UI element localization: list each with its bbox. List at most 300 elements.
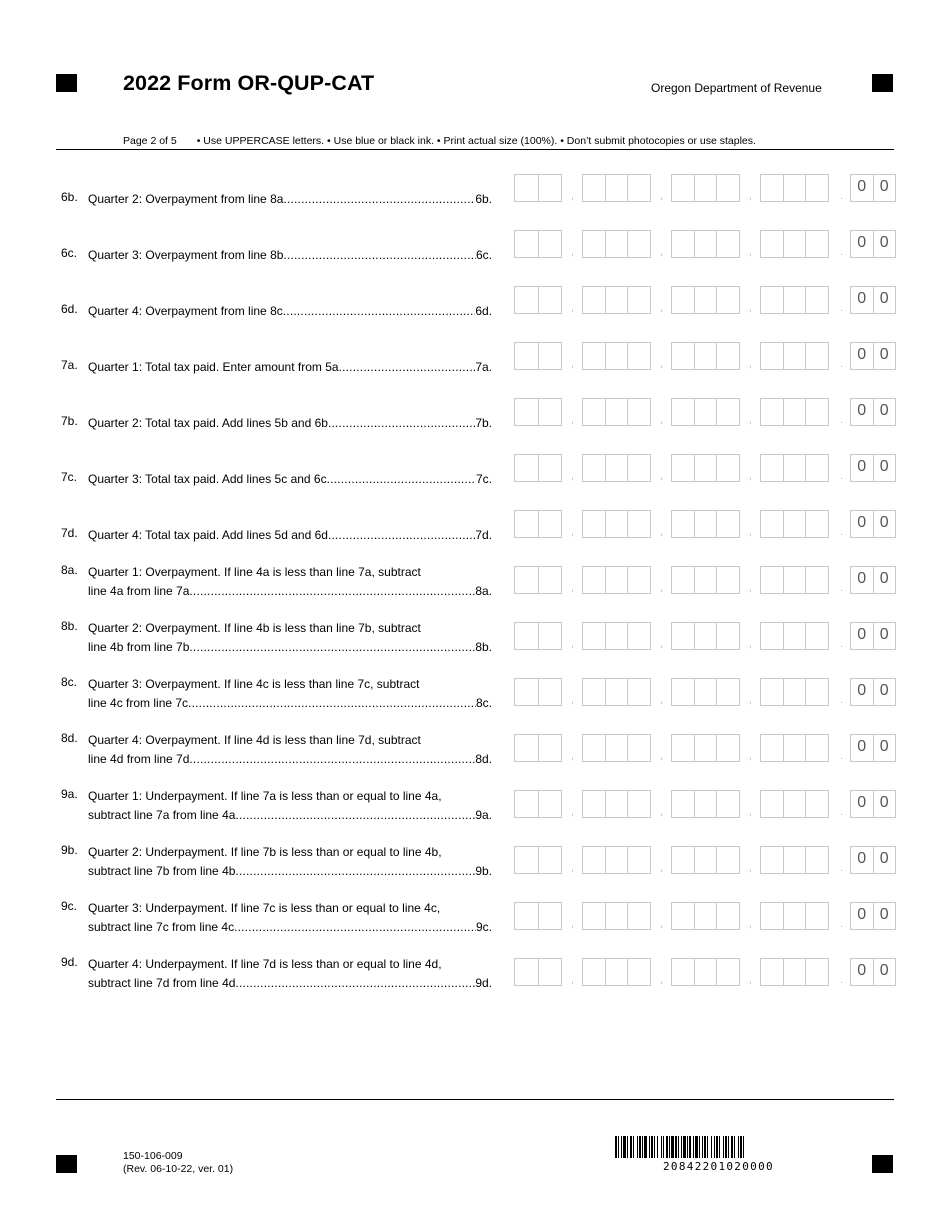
line-reference: 9d.: [475, 976, 492, 990]
digit-cell[interactable]: [672, 735, 695, 761]
page-number: Page 2 of 5: [123, 135, 177, 147]
digit-cell[interactable]: [761, 791, 784, 817]
digit-cell[interactable]: [761, 735, 784, 761]
digit-cell[interactable]: [539, 399, 562, 425]
line-text: Quarter 1: Overpayment. If line 4a is less than line 7a, subtract: [88, 565, 421, 579]
digit-cell[interactable]: [515, 455, 539, 481]
line-text: line 4b from line 7b: [88, 640, 190, 654]
thousands-separator: ,: [571, 694, 575, 706]
digit-cell[interactable]: [695, 287, 718, 313]
digit-cell[interactable]: [761, 231, 784, 257]
form-line-row: [0, 510, 950, 566]
cents-digit: 0: [851, 959, 874, 985]
digit-cell[interactable]: [583, 287, 606, 313]
amount-digit-group-4[interactable]: [760, 342, 829, 370]
digit-cell[interactable]: [628, 343, 650, 369]
amount-digit-group-1[interactable]: [514, 230, 562, 258]
amount-digit-group-4[interactable]: [760, 734, 829, 762]
digit-cell[interactable]: [806, 511, 828, 537]
digit-cell[interactable]: [717, 231, 739, 257]
thousands-separator: ,: [660, 190, 664, 202]
amount-digit-group-1[interactable]: [514, 678, 562, 706]
digit-cell[interactable]: [628, 903, 650, 929]
digit-cell[interactable]: [672, 567, 695, 593]
digit-cell[interactable]: [515, 623, 539, 649]
cents-digit: 0: [879, 458, 889, 475]
digit-cell[interactable]: [717, 623, 739, 649]
dot-leader: [283, 246, 476, 265]
digit-cell[interactable]: [628, 287, 650, 313]
digit-cell[interactable]: [606, 623, 629, 649]
amount-digit-group-1[interactable]: [514, 510, 562, 538]
barcode-bar: [633, 1136, 634, 1158]
digit-cell[interactable]: [806, 959, 828, 985]
digit-cell[interactable]: [515, 735, 539, 761]
line-description: [88, 358, 492, 377]
amount-digit-group-3[interactable]: [671, 958, 740, 986]
digit-cell[interactable]: [695, 679, 718, 705]
line-description-leader: [88, 526, 492, 545]
digit-cell[interactable]: [606, 175, 629, 201]
digit-cell[interactable]: [672, 959, 695, 985]
digit-cell[interactable]: [672, 847, 695, 873]
amount-digit-group-1[interactable]: [514, 342, 562, 370]
amount-digit-group-2[interactable]: [582, 510, 651, 538]
digit-cell[interactable]: [695, 791, 718, 817]
digit-cell[interactable]: [606, 511, 629, 537]
amount-digit-group-2[interactable]: [582, 790, 651, 818]
thousands-separator: ,: [571, 190, 575, 202]
barcode-bar: [738, 1136, 739, 1158]
cents-digit: 0: [879, 570, 889, 587]
digit-cell[interactable]: [606, 567, 629, 593]
digit-cell[interactable]: [515, 511, 539, 537]
digit-cell[interactable]: [784, 959, 807, 985]
digit-cell[interactable]: [806, 455, 828, 481]
digit-cell[interactable]: [628, 847, 650, 873]
digit-cell[interactable]: [583, 175, 606, 201]
digit-cell[interactable]: [539, 959, 562, 985]
digit-cell[interactable]: [606, 679, 629, 705]
amount-digit-group-2[interactable]: [582, 678, 651, 706]
line-number: 6c.: [61, 246, 78, 260]
digit-cell[interactable]: [515, 847, 539, 873]
digit-cell[interactable]: [606, 231, 629, 257]
amount-digit-group-1[interactable]: [514, 622, 562, 650]
thousands-separator: ,: [571, 582, 575, 594]
line-number: 7d.: [61, 526, 78, 540]
amount-digit-group-1[interactable]: [514, 174, 562, 202]
amount-digit-group-4[interactable]: [760, 622, 829, 650]
digit-cell[interactable]: [717, 287, 739, 313]
line-description: [88, 787, 492, 825]
digit-cell[interactable]: [539, 679, 562, 705]
digit-cell[interactable]: [717, 175, 739, 201]
amount-digit-group-4[interactable]: [760, 678, 829, 706]
digit-cell[interactable]: [539, 847, 562, 873]
digit-cell[interactable]: [806, 287, 828, 313]
barcode-bar: [618, 1136, 619, 1158]
digit-cell[interactable]: [761, 847, 784, 873]
digit-cell[interactable]: [695, 175, 718, 201]
form-title: 2022 Form OR-QUP-CAT: [123, 71, 375, 95]
line-text: Quarter 4: Underpayment. If line 7d is less than or equal to line 4d,: [88, 957, 442, 971]
line-reference: 6d.: [475, 304, 492, 318]
amount-digit-group-4[interactable]: [760, 790, 829, 818]
digit-cell[interactable]: [515, 903, 539, 929]
digit-cell[interactable]: [695, 455, 718, 481]
digit-cell[interactable]: [515, 175, 539, 201]
line-number: 7c.: [61, 470, 78, 484]
amount-digit-group-3[interactable]: [671, 902, 740, 930]
digit-cell[interactable]: [539, 567, 562, 593]
digit-cell[interactable]: [784, 567, 807, 593]
digit-cell[interactable]: [806, 175, 828, 201]
digit-cell[interactable]: [806, 231, 828, 257]
amount-digit-group-3[interactable]: [671, 398, 740, 426]
digit-cell[interactable]: [717, 511, 739, 537]
digit-cell[interactable]: [539, 735, 562, 761]
digit-cell[interactable]: [539, 623, 562, 649]
digit-cell[interactable]: [806, 679, 828, 705]
cents-digit: 0: [879, 682, 889, 699]
cents-digit: 0: [851, 567, 874, 593]
digit-cell[interactable]: [672, 343, 695, 369]
digit-cell[interactable]: [628, 511, 650, 537]
amount-digit-group-4[interactable]: [760, 958, 829, 986]
amount-digit-group-3[interactable]: [671, 734, 740, 762]
digit-cell[interactable]: [583, 847, 606, 873]
digit-cell[interactable]: [583, 399, 606, 425]
digit-cell[interactable]: [672, 679, 695, 705]
amount-digit-group-4[interactable]: [760, 846, 829, 874]
digit-cell[interactable]: [628, 175, 650, 201]
amount-digit-group-1[interactable]: [514, 286, 562, 314]
digit-cell[interactable]: [672, 455, 695, 481]
digit-cell[interactable]: [784, 455, 807, 481]
line-description-leader: [88, 806, 492, 825]
cents-digit: 0: [851, 399, 874, 425]
digit-cell[interactable]: [606, 791, 629, 817]
digit-cell[interactable]: [806, 791, 828, 817]
amount-digit-group-3[interactable]: [671, 286, 740, 314]
amount-digit-group-3[interactable]: [671, 846, 740, 874]
digit-cell[interactable]: [717, 735, 739, 761]
dot-leader: [283, 302, 476, 321]
digit-cell[interactable]: [695, 399, 718, 425]
digit-cell[interactable]: [806, 903, 828, 929]
amount-digit-group-3[interactable]: [671, 566, 740, 594]
digit-cell[interactable]: [761, 399, 784, 425]
amount-digit-group-1[interactable]: [514, 790, 562, 818]
amount-digit-group-3[interactable]: [671, 230, 740, 258]
digit-cell[interactable]: [717, 903, 739, 929]
digit-cell[interactable]: [784, 791, 807, 817]
digit-cell[interactable]: [539, 231, 562, 257]
digit-cell[interactable]: [695, 567, 718, 593]
digit-cell[interactable]: [784, 343, 807, 369]
cents-digit: 0: [851, 511, 874, 537]
thousands-separator: ,: [749, 862, 753, 874]
amount-digit-group-2[interactable]: [582, 454, 651, 482]
digit-cell[interactable]: [672, 623, 695, 649]
digit-cell[interactable]: [539, 175, 562, 201]
amount-digit-group-2[interactable]: [582, 566, 651, 594]
amount-digit-group-2[interactable]: [582, 230, 651, 258]
digit-cell[interactable]: [695, 903, 718, 929]
digit-cell[interactable]: [515, 231, 539, 257]
cents-digit: 0: [851, 287, 874, 313]
decimal-separator: .: [840, 806, 844, 818]
amount-digit-group-1[interactable]: [514, 846, 562, 874]
amount-digit-group-3[interactable]: [671, 790, 740, 818]
digit-cell[interactable]: [515, 287, 539, 313]
decimal-separator: .: [840, 302, 844, 314]
digit-cell[interactable]: [628, 735, 650, 761]
digit-cell[interactable]: [672, 287, 695, 313]
digit-cell[interactable]: [628, 623, 650, 649]
line-text: subtract line 7b from line 4b: [88, 864, 236, 878]
form-line-row: [0, 174, 950, 230]
digit-cell[interactable]: [515, 399, 539, 425]
line-description-leader: [88, 638, 492, 657]
digit-cell[interactable]: [695, 231, 718, 257]
digit-cell[interactable]: [628, 455, 650, 481]
amount-digit-group-2[interactable]: [582, 734, 651, 762]
digit-cell[interactable]: [583, 903, 606, 929]
digit-cell[interactable]: [606, 455, 629, 481]
digit-cell[interactable]: [628, 231, 650, 257]
barcode-bar: [695, 1136, 698, 1158]
digit-cell[interactable]: [761, 959, 784, 985]
amount-digit-group-2[interactable]: [582, 342, 651, 370]
digit-cell[interactable]: [717, 343, 739, 369]
digit-cell[interactable]: [515, 567, 539, 593]
digit-cell[interactable]: [672, 903, 695, 929]
digit-cell[interactable]: [515, 791, 539, 817]
digit-cell[interactable]: [717, 567, 739, 593]
amount-digit-group-4[interactable]: [760, 398, 829, 426]
cents-digit: 0: [879, 738, 889, 755]
digit-cell[interactable]: [784, 231, 807, 257]
digit-cell[interactable]: [806, 847, 828, 873]
barcode-bar: [663, 1136, 664, 1158]
digit-cell[interactable]: [515, 343, 539, 369]
digit-cell[interactable]: [761, 455, 784, 481]
digit-cell[interactable]: [628, 959, 650, 985]
digit-cell[interactable]: [806, 399, 828, 425]
digit-cell[interactable]: [784, 679, 807, 705]
amount-digit-group-1[interactable]: [514, 902, 562, 930]
barcode-bar: [642, 1136, 643, 1158]
amount-digit-group-4[interactable]: [760, 510, 829, 538]
digit-cell[interactable]: [717, 455, 739, 481]
digit-cell[interactable]: [695, 511, 718, 537]
digit-cell[interactable]: [606, 399, 629, 425]
digit-cell[interactable]: [695, 343, 718, 369]
amount-digit-group-1[interactable]: [514, 398, 562, 426]
amount-digit-group-4[interactable]: [760, 902, 829, 930]
digit-cell[interactable]: [784, 735, 807, 761]
amount-digit-group-3[interactable]: [671, 342, 740, 370]
digit-cell[interactable]: [717, 847, 739, 873]
cents-digit: 0: [851, 791, 874, 817]
digit-cell[interactable]: [539, 455, 562, 481]
footer-rule: [56, 1099, 894, 1100]
form-line-row: [0, 731, 950, 790]
line-description: [88, 843, 492, 881]
digit-cell[interactable]: [761, 679, 784, 705]
decimal-separator: .: [840, 862, 844, 874]
digit-cell[interactable]: [672, 791, 695, 817]
amount-digit-group-1[interactable]: [514, 958, 562, 986]
digit-cell[interactable]: [717, 959, 739, 985]
amount-digit-group-3[interactable]: [671, 678, 740, 706]
cents-digit: 0: [879, 906, 889, 923]
thousands-separator: ,: [571, 638, 575, 650]
digit-cell[interactable]: [539, 903, 562, 929]
digit-cell[interactable]: [717, 399, 739, 425]
digit-cell[interactable]: [806, 343, 828, 369]
dot-leader: [327, 470, 476, 489]
line-description: [88, 563, 492, 601]
digit-cell[interactable]: [806, 735, 828, 761]
agency-name: Oregon Department of Revenue: [651, 81, 822, 95]
digit-cell[interactable]: [695, 623, 718, 649]
digit-cell[interactable]: [539, 287, 562, 313]
digit-cell[interactable]: [717, 791, 739, 817]
digit-cell[interactable]: [695, 735, 718, 761]
digit-cell[interactable]: [606, 959, 629, 985]
digit-cell[interactable]: [672, 231, 695, 257]
amount-digit-group-1[interactable]: [514, 454, 562, 482]
line-number: 7b.: [61, 414, 78, 428]
digit-cell[interactable]: [515, 959, 539, 985]
digit-cell[interactable]: [784, 175, 807, 201]
digit-cell[interactable]: [761, 623, 784, 649]
amount-digit-group-2[interactable]: [582, 622, 651, 650]
digit-cell[interactable]: [761, 511, 784, 537]
digit-cell[interactable]: [583, 343, 606, 369]
digit-cell[interactable]: [784, 903, 807, 929]
digit-cell[interactable]: [672, 175, 695, 201]
digit-cell[interactable]: [539, 791, 562, 817]
cents-digit: 0: [879, 178, 889, 195]
digit-cell[interactable]: [628, 399, 650, 425]
digit-cell[interactable]: [583, 623, 606, 649]
digit-cell[interactable]: [784, 847, 807, 873]
form-line-row: [0, 955, 950, 1014]
amount-digit-group-3[interactable]: [671, 174, 740, 202]
digit-cell[interactable]: [672, 511, 695, 537]
amount-digit-group-4[interactable]: [760, 230, 829, 258]
amount-digit-group-2[interactable]: [582, 958, 651, 986]
dot-leader: [283, 190, 475, 209]
digit-cell[interactable]: [672, 399, 695, 425]
amount-digit-group-3[interactable]: [671, 510, 740, 538]
digit-cell[interactable]: [717, 679, 739, 705]
cents-digit: 0: [851, 231, 874, 257]
amount-digit-group-4[interactable]: [760, 566, 829, 594]
digit-cell[interactable]: [583, 455, 606, 481]
digit-cell[interactable]: [606, 903, 629, 929]
thousands-separator: ,: [571, 974, 575, 986]
digit-cell[interactable]: [539, 343, 562, 369]
amount-digit-group-2[interactable]: [582, 174, 651, 202]
digit-cell[interactable]: [806, 567, 828, 593]
digit-cell[interactable]: [628, 791, 650, 817]
amount-digit-group-2[interactable]: [582, 846, 651, 874]
digit-cell[interactable]: [606, 847, 629, 873]
digit-cell[interactable]: [628, 679, 650, 705]
amount-digit-group-3[interactable]: [671, 454, 740, 482]
registration-mark-top-left: [56, 74, 77, 92]
form-line-row: [0, 342, 950, 398]
thousands-separator: ,: [660, 582, 664, 594]
barcode-bar: [669, 1136, 670, 1158]
digit-cell[interactable]: [761, 343, 784, 369]
digit-cell[interactable]: [628, 567, 650, 593]
cents-digit: 0: [851, 175, 874, 201]
amount-digit-group-1[interactable]: [514, 734, 562, 762]
digit-cell[interactable]: [583, 231, 606, 257]
line-reference: 7c.: [475, 472, 492, 486]
line-reference: 8c.: [475, 696, 492, 710]
digit-cell[interactable]: [583, 679, 606, 705]
digit-cell[interactable]: [606, 287, 629, 313]
digit-cell[interactable]: [695, 847, 718, 873]
digit-cell[interactable]: [761, 903, 784, 929]
line-description: [88, 731, 492, 769]
line-text: Quarter 2: Total tax paid. Add lines 5b and 6b: [88, 416, 328, 430]
line-text: Quarter 3: Underpayment. If line 7c is less than or equal to line 4c,: [88, 901, 441, 915]
digit-cell[interactable]: [583, 567, 606, 593]
amount-digit-group-2[interactable]: [582, 286, 651, 314]
amount-digit-group-3[interactable]: [671, 622, 740, 650]
digit-cell[interactable]: [539, 511, 562, 537]
barcode-bar: [637, 1136, 638, 1158]
digit-cell[interactable]: [761, 175, 784, 201]
amount-digit-group-4[interactable]: [760, 174, 829, 202]
digit-cell[interactable]: [695, 959, 718, 985]
digit-cell[interactable]: [761, 287, 784, 313]
cents-box: [850, 454, 896, 482]
barcode-bar: [731, 1136, 733, 1158]
digit-cell[interactable]: [583, 959, 606, 985]
thousands-separator: ,: [660, 638, 664, 650]
amount-digit-group-1[interactable]: [514, 566, 562, 594]
digit-cell[interactable]: [784, 287, 807, 313]
digit-cell[interactable]: [606, 735, 629, 761]
digit-cell[interactable]: [583, 791, 606, 817]
line-reference: 8d.: [475, 752, 492, 766]
digit-cell[interactable]: [583, 511, 606, 537]
amount-digit-group-4[interactable]: [760, 454, 829, 482]
digit-cell[interactable]: [784, 623, 807, 649]
digit-cell[interactable]: [583, 735, 606, 761]
amount-digit-group-2[interactable]: [582, 902, 651, 930]
digit-cell[interactable]: [784, 511, 807, 537]
digit-cell[interactable]: [806, 623, 828, 649]
digit-cell[interactable]: [606, 343, 629, 369]
cents-box: [850, 734, 896, 762]
digit-cell[interactable]: [761, 567, 784, 593]
decimal-separator: .: [840, 974, 844, 986]
amount-digit-group-4[interactable]: [760, 286, 829, 314]
amount-digit-group-2[interactable]: [582, 398, 651, 426]
digit-cell[interactable]: [515, 679, 539, 705]
digit-cell[interactable]: [784, 399, 807, 425]
